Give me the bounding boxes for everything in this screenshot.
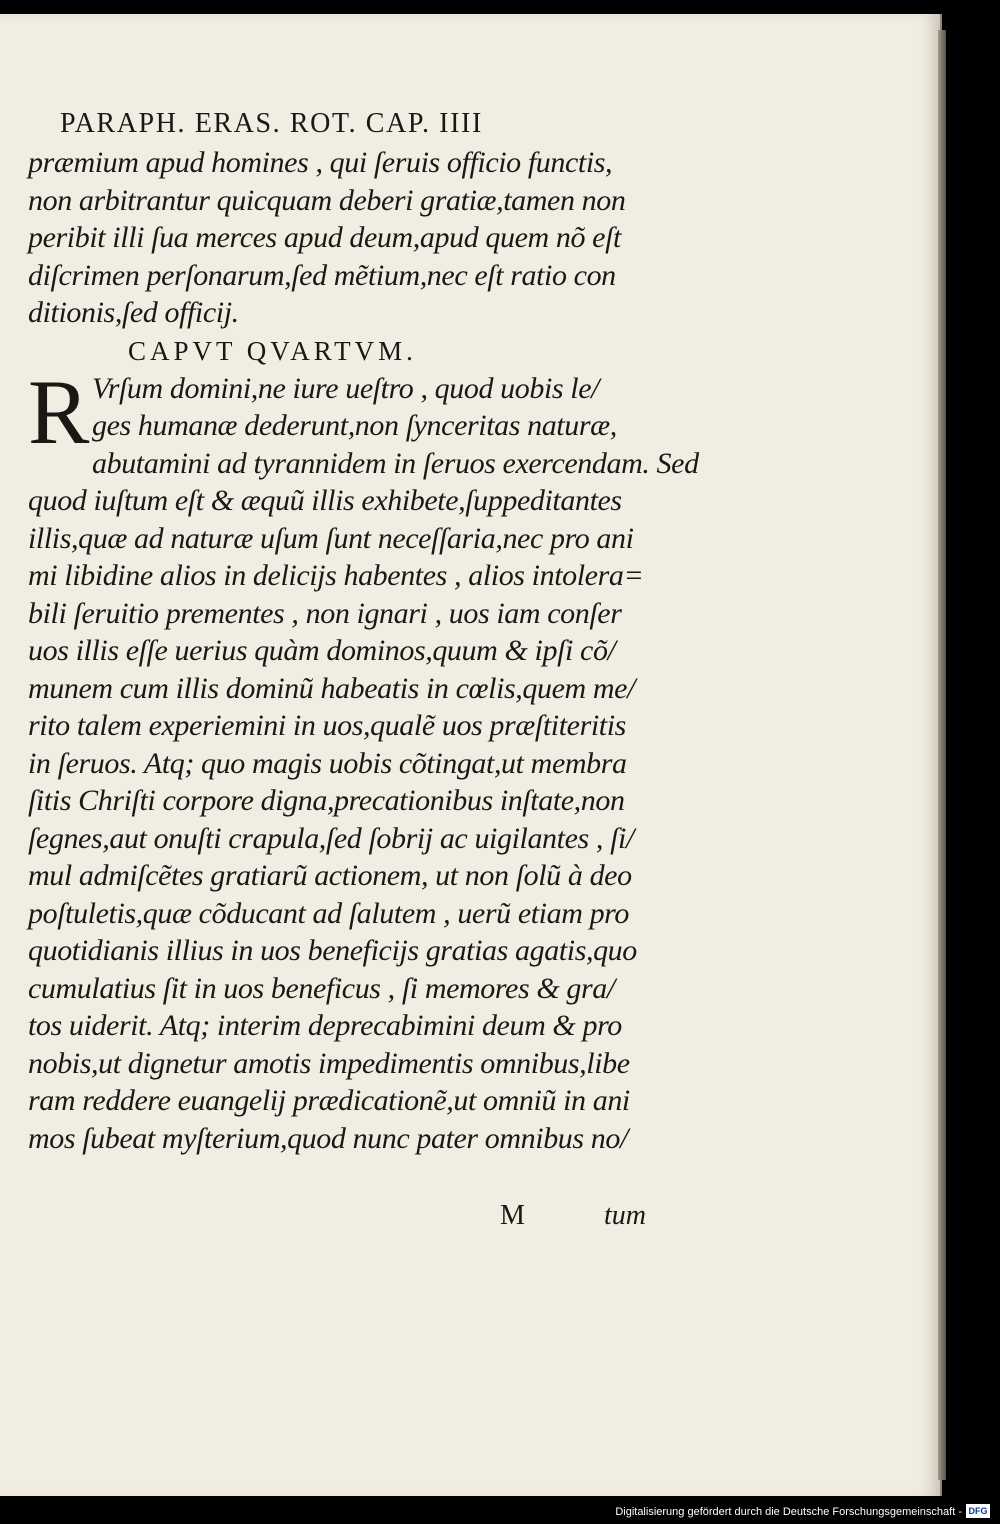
text-line: Vrſum domini,ne iure ueſtro , quod uobis le/ xyxy=(92,371,600,405)
text-line: non arbitrantur quicquam deberi gratiæ,tamen non xyxy=(28,183,626,217)
signature-mark: M xyxy=(500,1200,525,1231)
text-line: tos uiderit. Atq; interim deprecabimini deum & pro xyxy=(28,1009,622,1042)
text-line: præmium apud homines , qui ſeruis officio functis, xyxy=(28,146,613,179)
page-text-block xyxy=(28,104,699,1157)
chapter-paragraph xyxy=(28,360,699,1158)
catchword: tum xyxy=(604,1200,646,1231)
text-line: ſegnes,aut onuſti crapula,ſed ſobrij ac uigilantes , ſi/ xyxy=(28,821,634,855)
text-line: ſitis Chriſti corpore digna,precationibus inſtate,non xyxy=(28,784,625,817)
footer-credit: Digitalisierung gefördert durch die Deutsche Forschungsgemeinschaft - xyxy=(615,1506,962,1518)
dfg-logo-icon: DFG xyxy=(966,1504,990,1518)
text-line: ditionis,ſed officij. xyxy=(28,296,239,329)
drop-cap-initial: R xyxy=(28,360,89,463)
text-line: peribit illi ſua merces apud deum,apud quem nõ eſt xyxy=(28,221,621,254)
text-line: quod iuſtum eſt & æquũ illis exhibete,ſuppeditantes xyxy=(28,484,622,517)
text-line: nobis,ut dignetur amotis impedimentis omnibus,libe xyxy=(28,1046,630,1080)
page-edge xyxy=(938,30,946,1480)
catch-line xyxy=(500,1200,660,1236)
preceding-paragraph xyxy=(28,144,668,332)
text-line: ram reddere euangelij prædicationẽ,ut omniũ in ani xyxy=(28,1084,630,1117)
text-line: poſtuletis,quæ cõducant ad ſalutem , uerũ etiam pro xyxy=(28,896,629,930)
text-line: abutamini ad tyrannidem in ſeruos exercendam. Sed xyxy=(92,446,699,480)
running-header: PARAPH. ERAS. ROT. CAP. IIII xyxy=(60,108,483,139)
footer-bar xyxy=(0,1500,1000,1524)
text-line: illis,quæ ad naturæ uſum ſunt neceſſaria,nec pro ani xyxy=(28,521,634,555)
text-line: mos ſubeat myſterium,quod nunc pater omnibus no/ xyxy=(28,1121,628,1155)
text-line: munem cum illis dominũ habeatis in cœlis,quem me/ xyxy=(28,671,636,705)
text-line: ges humanæ dederunt,non ſynceritas naturæ, xyxy=(92,409,617,442)
text-line: in ſeruos. Atq; quo magis uobis cõtingat,ut membra xyxy=(28,746,627,780)
text-line: mul admiſcẽtes gratiarũ actionem, ut non ſolũ à deo xyxy=(28,859,632,892)
chapter-title: CAPVT QVARTVM. xyxy=(128,335,417,366)
text-line: uos illis eſſe uerius quàm dominos,quum & ipſi cõ/ xyxy=(28,634,616,667)
text-line: diſcrimen perſonarum,ſed mẽtium,nec eſt ratio con xyxy=(28,258,616,292)
text-line: bili ſeruitio prementes , non ignari , uos iam conſer xyxy=(28,596,622,630)
text-line: cumulatius ſit in uos beneficus , ſi memores & gra/ xyxy=(28,971,615,1005)
text-line: mi libidine alios in delicijs habentes , alios intolera= xyxy=(28,559,644,592)
text-line: rito talem experiemini in uos,qualẽ uos præſtiteritis xyxy=(28,709,626,742)
text-line: quotidianis illius in uos beneficijs gratias agatis,quo xyxy=(28,934,637,967)
